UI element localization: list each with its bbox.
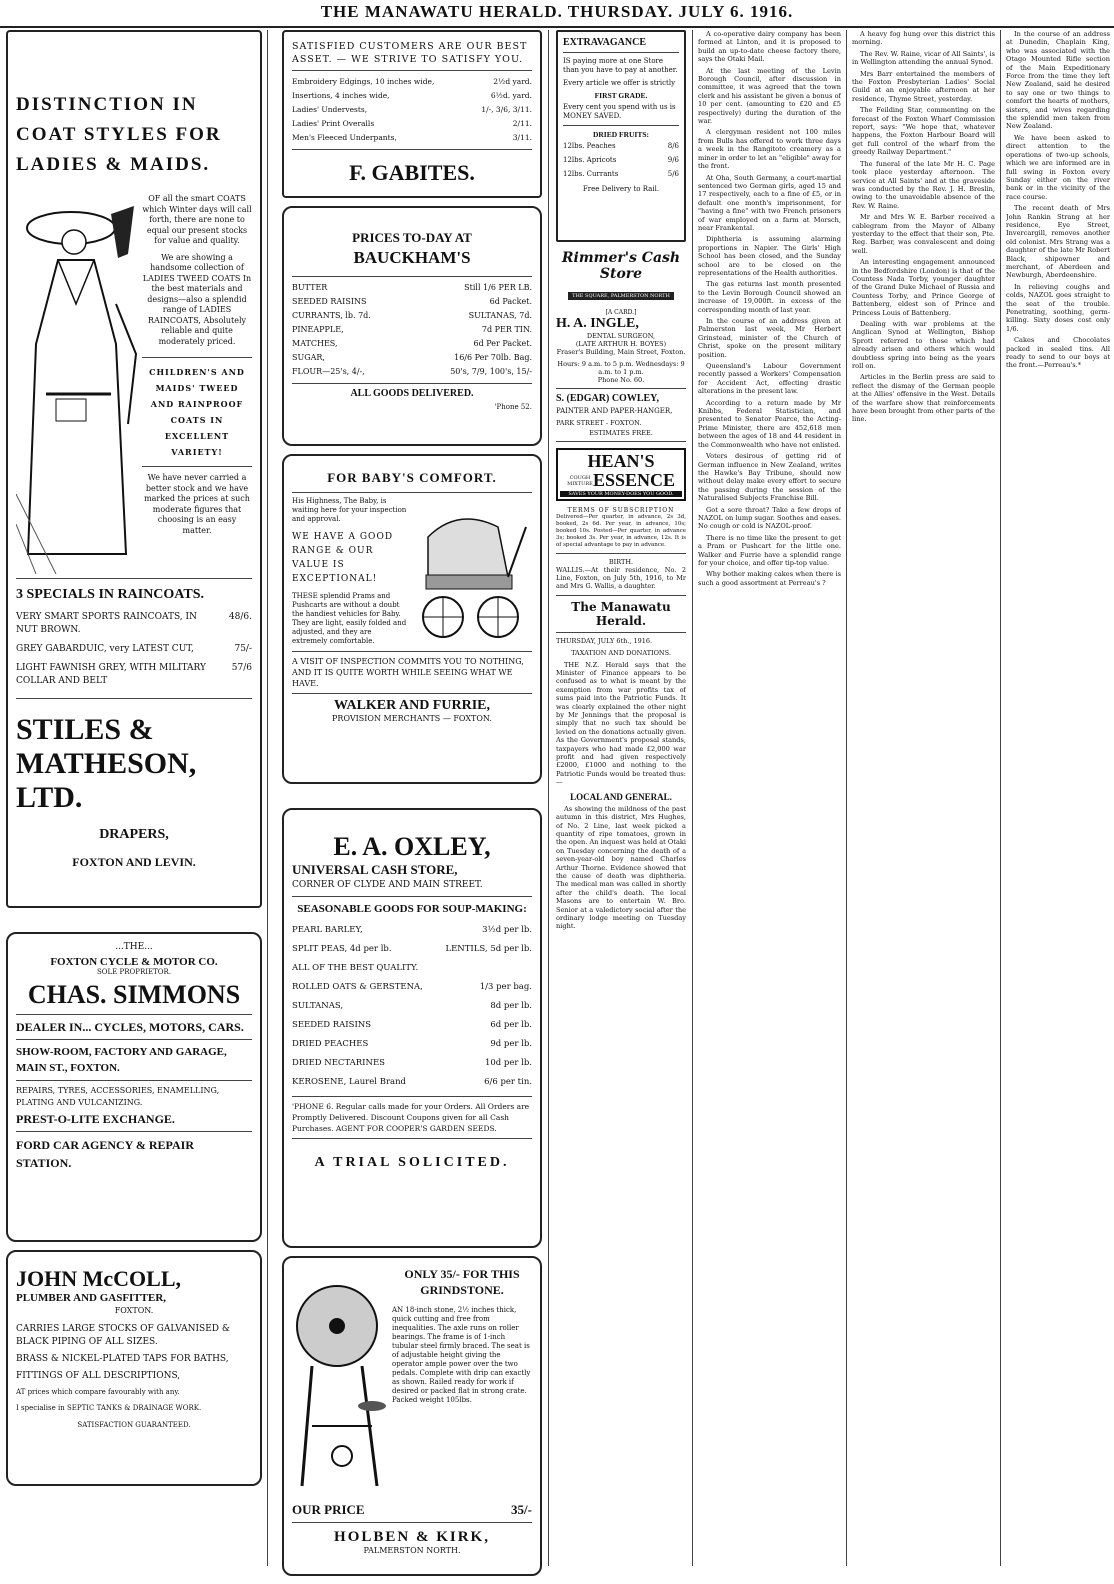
bauckham-ad <box>282 206 542 446</box>
item-label: SEEDED RAISINS <box>292 297 367 306</box>
card-label: [A CARD.] <box>605 309 637 316</box>
item-price: 6½d. yard. <box>490 91 532 100</box>
price-row <box>292 281 532 295</box>
simmons-name: CHAS. SIMMONS <box>27 980 241 1009</box>
mccoll-place: FOXTON. <box>114 1306 154 1315</box>
gabites-ad <box>282 30 542 198</box>
terms-head: TERMS OF SUBSCRIPTION <box>567 507 675 514</box>
bauckham-name: BAUCKHAM'S <box>353 248 471 267</box>
news-item: In relieving coughs and colds, NAZOL goes straight to the seat of the trouble. Penetrating, soothing, germ-killing. Sixty doses cost only 1/6. <box>1006 282 1110 333</box>
item-price: 6d per lb. <box>490 1020 532 1030</box>
heans-name: HEAN'S <box>587 451 655 471</box>
baby-visit: A VISIT OF INSPECTION COMMITS YOU TO NOTHING, AND IT IS QUITE WORTH WHILE SEEING WHAT WE HAVE. <box>292 657 524 688</box>
specials-heading: 3 SPECIALS IN RAINCOATS. <box>16 587 205 602</box>
item-label: 12lbs. Currants <box>563 170 619 178</box>
divider <box>563 125 679 126</box>
divider <box>563 52 679 53</box>
divider <box>292 1138 532 1139</box>
news-item: At the last meeting of the Levin Borough Council, after discussion in committee, it was agreed that the town clerk and his assistant be given a bonus of 10 per cent. (amounting to £20 and £5 respectively) during the duration of the war. <box>698 66 841 126</box>
holben-head: ONLY 35/- FOR THIS GRINDSTONE. <box>404 1267 520 1297</box>
mccoll-prices: AT prices which compare favourably with any. <box>16 1388 180 1396</box>
heans-save: SAVES YOUR MONEY-DOES YOU GOOD. <box>560 491 682 497</box>
divider <box>292 1522 532 1523</box>
baby-head: FOR BABY'S COMFORT. <box>327 470 497 485</box>
news-item: According to a return made by Mr Knibbs, Federal Statistician, and presented to Senator Pearce, the Acting-Prime Minister, there are 452,618 men between the ages of 18 and 44 resident in the Commonwealth who have not enlisted. <box>698 398 841 449</box>
news-item: An interesting engagement announced in the Bedfordshire (London) is that of the Countess Nada Torby, younger daughter of the Grand Duke Michael of Russia and Countess Torby, and Prince George of Battenberg, eldest son of Prince and Princess Louis of Battenberg. <box>852 258 995 317</box>
item-price: 50's, 7/9, 100's, 15/- <box>450 367 532 376</box>
mccoll-name: JOHN McCOLL, <box>16 1266 181 1291</box>
oxley-sub: UNIVERSAL CASH STORE, <box>292 862 458 877</box>
news-item: Queensland's Labour Government recently passed a Workers' Compensation for Accident Act, effecting drastic alterations in the present law. <box>698 362 841 396</box>
divider <box>292 276 532 277</box>
free-delivery: Free Delivery to Rail. <box>582 185 660 193</box>
divider <box>142 357 252 358</box>
column-divider <box>267 30 268 1566</box>
price-row <box>292 978 532 997</box>
holben-place: PALMERSTON NORTH. <box>363 1546 461 1555</box>
divider <box>292 492 532 493</box>
divider <box>556 595 686 596</box>
divider <box>16 1080 252 1081</box>
simmons-the: ...THE... <box>115 942 153 952</box>
price-row <box>292 1035 532 1054</box>
birth-head: BIRTH. <box>608 558 634 566</box>
rimmer-name: Rimmer's Cash Store <box>561 250 681 282</box>
divider <box>142 466 252 467</box>
item-label: DRIED NECTARINES <box>292 1058 386 1068</box>
price-row <box>563 139 679 153</box>
masthead: THE MANAWATU HERALD. THURSDAY. JULY 6. 1916. <box>320 2 794 21</box>
simmons-company: FOXTON CYCLE & MOTOR CO. <box>50 956 218 968</box>
item-label: PINEAPPLE, <box>292 325 344 334</box>
oxley-season: SEASONABLE GOODS FOR SOUP-MAKING: <box>297 903 527 915</box>
item-price: 1/3 per bag. <box>479 982 532 992</box>
mccoll-ad <box>6 1250 262 1486</box>
oxley-trial: A TRIAL SOLICITED. <box>314 1155 510 1170</box>
item-label: CURRANTS, lb. 7d. <box>292 311 371 320</box>
price-row <box>292 117 532 131</box>
item-price: 9d per lb. <box>490 1039 532 1049</box>
item-price: Still 1/6 PER LB. <box>464 283 532 292</box>
divider <box>292 651 532 652</box>
special-row: GREY GABARDUIC, very LATEST CUT, 75/- <box>16 644 252 654</box>
column-4 <box>698 30 841 590</box>
divider <box>16 1014 252 1015</box>
item-price: 8/6 <box>667 142 679 150</box>
simmons-prest: PREST-O-LITE EXCHANGE. <box>16 1112 175 1126</box>
price-row <box>292 959 532 978</box>
item-price: 5/6 <box>667 170 679 178</box>
bauckham-phone: 'Phone 52. <box>494 403 532 411</box>
ingle-late: (LATE ARTHUR H. BOYES) <box>575 340 667 348</box>
ingle-address: Fraser's Building, Main Street, Foxton. <box>556 348 686 356</box>
stiles-trade: DRAPERS, <box>99 827 169 842</box>
price-row <box>292 337 532 351</box>
divider <box>292 896 532 897</box>
stiles-stock-note: We have never carried a better stock and we have marked the prices at such moderate figures that choosing is an easy matter. <box>144 473 250 535</box>
news-item: We have been asked to direct attention to the operations of two-up schools, which we are informed are in full swing in Foxton every Sunday either on the river bank or in the vicinity of the race course. <box>1006 133 1110 201</box>
simmons-sole: SOLE PROPRIETOR. <box>97 968 171 976</box>
item-price: LENTILS, 5d per lb. <box>445 944 532 954</box>
baby-range: WE HAVE A GOOD RANGE & OUR VALUE IS EXCEPTIONAL! <box>292 532 394 584</box>
news-item: Articles in the Berlin press are said to reflect the dismay of the German people at the Allies' offensive in the West. Details of the warfare show that reinforcements have been brought from other parts of the line. <box>852 373 995 424</box>
simmons-dealer: DEALER IN... CYCLES, MOTORS, CARS. <box>16 1020 244 1034</box>
column-divider <box>1000 30 1001 1566</box>
simmons-showroom: SHOW-ROOM, FACTORY AND GARAGE, MAIN ST., FOXTON. <box>16 1046 227 1074</box>
baby-intro: His Highness, The Baby, is waiting here for your inspection and approval. <box>292 497 407 523</box>
walker-furrie-name: WALKER AND FURRIE, <box>334 698 490 713</box>
column-divider <box>692 30 693 1566</box>
column-divider <box>548 30 549 1566</box>
column-2 <box>282 30 542 1584</box>
extravagance-ad <box>556 30 686 242</box>
mccoll-stocks: CARRIES LARGE STOCKS OF GALVANISED & BLACK PIPING OF ALL SIZES. <box>16 1324 230 1347</box>
cowley-trade: PAINTER AND PAPER-HANGER, <box>556 407 673 415</box>
bauckham-head: PRICES TO-DAY AT <box>352 230 472 245</box>
gabites-name: F. GABITES. <box>349 160 475 185</box>
grindstone-illustration <box>292 1266 392 1496</box>
price-row <box>292 103 532 117</box>
news-item: The funeral of the late Mr H. C. Page took place yesterday afternoon. The service at All Saints' and at the graveside was conducted by the Rev. J. H. Breslin, owing to the unavoidable absence of the Rev. W. Raine. <box>852 159 995 210</box>
extravagance-text: IS paying more at one Store than you have to pay at another. <box>563 57 678 74</box>
ingle-hours: Hours: 9 a.m. to 5 p.m. Wednesdays: 9 a.m. to 1 p.m. <box>557 360 685 376</box>
terms-text: Delivered—Per quarter, in advance, 2s 3d, booked, 2s 6d. Per year, in advance, 10s; booked 10s. Posted—Per quarter, in advance 3s; booked 3s. Per year, in advance, 12s. It is of special advantage to pay in advance. <box>556 514 686 548</box>
baby-prams: THESE splendid Prams and Pushcarts are without a doubt the handiest vehicles for Baby. They are light, easily folded and adjusted, and they are extremely comfortable. <box>292 592 407 645</box>
divider <box>16 1039 252 1040</box>
divider <box>556 441 686 442</box>
item-label: MATCHES, <box>292 339 338 348</box>
price-row <box>292 365 532 379</box>
oxley-addr: CORNER OF CLYDE AND MAIN STREET. <box>292 880 483 890</box>
divider <box>556 632 686 633</box>
price-row <box>292 1073 532 1092</box>
stiles-intro: OF all the smart COATS which Winter days will call forth, there are none to equal our present stocks for value and quality. <box>142 194 252 245</box>
ingle-phone: Phone No. 60. <box>597 376 645 384</box>
masthead-rule <box>0 26 1114 28</box>
news-item: The gas returns last month presented to the Levin Borough Council showed an increase of 19,000ft. in excess of the corresponding month of last year. <box>698 280 841 314</box>
lady-figure-icon <box>16 194 142 574</box>
price-row <box>292 309 532 323</box>
item-label: PEARL BARLEY, <box>292 925 363 935</box>
price-row <box>292 323 532 337</box>
pram-illustration <box>408 497 532 647</box>
rimmer-address: THE SQUARE, PALMERSTON NORTH <box>568 292 674 300</box>
price-row <box>292 351 532 365</box>
local-head: LOCAL AND GENERAL. <box>570 791 672 802</box>
mccoll-fittings: FITTINGS OF ALL DESCRIPTIONS, <box>16 1371 181 1381</box>
holben-price: 35/- <box>511 1502 532 1517</box>
divider <box>292 383 532 384</box>
column-divider <box>846 30 847 1566</box>
item-price: 2/11. <box>512 119 532 128</box>
extravagance-saved: Every cent you spend with us is MONEY SAVED. <box>563 103 676 120</box>
news-item: A heavy fog hung over this district this morning. <box>852 30 995 47</box>
mccoll-taps: BRASS & NICKEL-PLATED TAPS FOR BATHS, <box>16 1354 229 1364</box>
price-row <box>563 153 679 167</box>
item-label: Ladies' Print Overalls <box>292 119 375 128</box>
simmons-ad <box>6 932 262 1242</box>
gabites-price-list <box>292 75 532 145</box>
grindstone-icon <box>292 1266 392 1496</box>
walker-furrie-ad <box>282 454 542 784</box>
oxley-ad <box>282 808 542 1248</box>
item-price: SULTANAS, 7d. <box>468 311 532 320</box>
price-row <box>292 295 532 309</box>
cowley-address: PARK STREET - FOXTON. <box>556 419 642 427</box>
holben-our-price: OUR PRICE <box>292 1502 365 1517</box>
news-item: Mr and Mrs W. E. Barber received a cablegram from the Mayor of Albany yesterday to the effect that their son, Pte. Reg. Barber, was convalescent and doing well. <box>852 213 995 255</box>
item-label: 12lbs. Apricots <box>563 156 617 164</box>
news-item: In the course of an address given at Palmerston last week, Mr Herbert Grinstead, minister of the Church of Christ, spoke on the present military position. <box>698 317 841 359</box>
oxley-price-list <box>292 921 532 1092</box>
heans-essence: ESSENCE <box>592 470 676 490</box>
walker-furrie-trade: PROVISION MERCHANTS — FOXTON. <box>332 714 492 723</box>
item-label: Insertions, 4 inches wide, <box>292 91 390 100</box>
news-item: A co-operative dairy company has been formed at Linton, and it is proposed to build an up-to-date cheese factory there, says the Otaki Mail. <box>698 30 841 64</box>
extravagance-strictly: Every article we offer is strictly <box>563 79 676 87</box>
news-item: Mrs Barr entertained the members of the Foxton Presbyterian Ladies' Social Guild at an enjoyable afternoon at her residence, Thyme Street, yesterday. <box>852 69 995 103</box>
stiles-place: FOXTON AND LEVIN. <box>72 855 196 869</box>
news-item: The Feilding Star, commenting on the forecast of the Foxton Wharf Commission report, says: "We hope that, whatever happens, the Foxton Harbour Board will get full control of the wharf from the greedy Railway Department." <box>852 106 995 157</box>
divider <box>292 1096 532 1097</box>
news-item: Dealing with war problems at the Anglican Synod at Wellington, Bishop Sprott referred to those which had already arisen and others which would doubtless spring into being as the years roll on. <box>852 320 995 371</box>
item-label: DRIED PEACHES <box>292 1039 369 1049</box>
divider <box>292 693 532 694</box>
item-price: 2½d yard. <box>493 77 532 86</box>
stiles-firm-name: STILES & MATHESON, LTD. <box>16 713 197 814</box>
holben-description: AN 18-inch stone, 2½ inches thick, quick cutting and free from inequalities. The axle runs on roller bearings. The frame is of 1-inch tubular steel firmly braced. The seat is of adjustable height giving the operator ample power over the two pedals. Complete with drip can exactly as shown. Railed ready for work if desired or packed flat in strong crate. Packed weight 105lbs. <box>392 1306 531 1404</box>
item-label: ROLLED OATS & GERSTENA, <box>292 982 423 992</box>
item-label: BUTTER <box>292 283 328 292</box>
dried-fruits-head: DRIED FRUITS: <box>592 130 650 139</box>
stiles-matheson-ad <box>6 30 262 908</box>
simmons-repairs: REPAIRS, TYRES, ACCESSORIES, ENAMELLING, PLATING AND VULCANIZING. <box>16 1086 220 1107</box>
mccoll-septic: I specialise in SEPTIC TANKS & DRAINAGE WORK. <box>16 1404 202 1412</box>
divider <box>292 149 532 150</box>
price-row <box>292 75 532 89</box>
item-label: SULTANAS, <box>292 1001 344 1011</box>
extravagance-grade: FIRST GRADE. <box>594 91 648 100</box>
gabites-headline: SATISFIED CUSTOMERS ARE OUR BEST ASSET. — WE STRIVE TO SATISFY YOU. <box>292 41 528 65</box>
item-label: Men's Fleeced Underpants, <box>292 133 397 142</box>
item-label: Ladies' Undervests, <box>292 105 368 114</box>
price-row <box>292 131 532 145</box>
price-row <box>292 940 532 959</box>
pram-icon <box>408 497 532 647</box>
column-1 <box>6 30 262 1494</box>
tax-head: TAXATION AND DONATIONS. <box>571 648 671 657</box>
column-3 <box>556 30 686 934</box>
heans-cough: COUGH MIXTURE <box>567 474 593 487</box>
item-price: 16/6 Per 70lb. Bag. <box>454 353 532 362</box>
item-price: 7d PER TIN. <box>481 325 532 334</box>
mccoll-trade: PLUMBER AND GASFITTER, <box>16 1292 167 1304</box>
special-row: LIGHT FAWNISH GREY, WITH MILITARY COLLAR AND BELT 57/6 <box>16 663 252 686</box>
column-5 <box>852 30 995 427</box>
item-price: 6d Per Packet. <box>473 339 532 348</box>
heans-essence-ad <box>556 448 686 501</box>
stiles-childrens: CHILDREN'S AND MAIDS' TWEED AND RAINPROOF COATS IN EXCELLENT VARIETY! <box>149 367 245 457</box>
stiles-headline: DISTINCTION IN COAT STYLES FOR LADIES & MAIDS. <box>16 94 222 175</box>
rimmer-logo <box>556 250 686 301</box>
holben-kirk-ad <box>282 1256 542 1576</box>
divider <box>16 698 252 699</box>
item-price: 8d per lb. <box>490 1001 532 1011</box>
column-6 <box>1006 30 1110 373</box>
herald-date: THURSDAY, JULY 6th., 1916. <box>556 636 653 645</box>
news-item: Cakes and Chocolates packed in sealed tins. All ready to send to our boys at the front.—Perreau's.* <box>1006 336 1110 370</box>
item-label: SEEDED RAISINS <box>292 1020 372 1030</box>
news-item: A clergyman resident not 100 miles from Bulls has offered to work three days a week in the Rangitoto creamery as a miner in order to let an "eligible" away for the front. <box>698 128 841 171</box>
news-item: There is no time like the present to get a Pram or Pushcart for the little one. Walker and Furrie have a splendid range for your choice, and offer tip-top value. <box>698 533 841 567</box>
dried-fruits-list <box>563 139 679 181</box>
item-label: SPLIT PEAS, 4d per lb. <box>292 944 392 954</box>
herald-title: The Manawatu Herald. <box>571 599 671 628</box>
oxley-phone: 'PHONE 6. Regular calls made for your Orders. All Orders are Promptly Delivered. Discount Coupons given for all Cash Purchases. AGENT FOR COOPER'S GARDEN SEEDS. <box>292 1102 530 1133</box>
news-item: Voters desirous of getting rid of German influence in New Zealand, writes the Hawke's Bay Tribune, should now without delay make every effort to secure the passing during the session of the Naturalised Subjects Franchise Bill. <box>698 452 841 503</box>
birth-text: WALLIS.—At their residence, No. 2 Line, Foxton, on July 5th, 1916, to Mr and Mrs G. Wallis, a daughter. <box>556 566 686 591</box>
cowley-name: S. (EDGAR) COWLEY, <box>556 393 659 404</box>
news-item: The recent death of Mrs John Rankin Strang at her residence, Eye Street, Invercargill, removes another old colonist. Mrs Strang was a daughter of the late Mr Robert Black, shipowner and merchant, of Aberdeen and Newburgh, Aberdeenshire. <box>1006 204 1110 280</box>
news-item: At Oha, South Germany, a court-martial sentenced two German girls, aged 15 and 17 respectively, each to a fine of £5, or in default one month's imprisonment, for "having a fine" with two French prisoners of war employed on a farm at Morsch, near Frankental. <box>698 173 841 232</box>
item-price: 10d per lb. <box>484 1058 532 1068</box>
stiles-collection: We are showing a handsome collection of LADIES TWEED COATS In the best materials and designs—also a splendid range of LADIES RAINCOATS, Absolutely reliable and quite moderately priced. <box>142 252 252 346</box>
price-row <box>292 1016 532 1035</box>
oxley-name: E. A. OXLEY, <box>333 832 491 861</box>
local-text: As showing the mildness of the past autumn in this district, Mrs Hughes, of No. 2 Line, last week picked a quantity of ripe tomatoes, grown in the open. An inquest was held at Otaki on Tuesday concerning the death of a seven-year-old boy named Charles Arthur Thorne. Evidence showed that the cause of death was diphtheria. The medical man was called in shortly after the child's death. The local Masons are to entertain W. Bro. Senior at a valedictory social after the ordinary lodge meeting on Tuesday night. <box>556 804 686 931</box>
item-label: 12lbs. Peaches <box>563 142 616 150</box>
item-label: SUGAR, <box>292 353 325 362</box>
news-item: In the course of an address at Dunedin, Chaplain King, who was associated with the Otago Mounted Rifle section of the Main Expeditionary Force from the time they left New Zealand, said he desired to say one or two things to comfort the hearts of mothers, sisters, and wives regarding the splendid men taken from New Zealand. <box>1006 30 1110 131</box>
news-item: Diphtheria is assuming alarming proportions in Napier. The Girls' High School has been closed, and the Sunday school are to be closed on the representations of the Health authorities. <box>698 235 841 277</box>
tax-text: THE N.Z. Herald says that the Minister of Finance appears to be confused as to what is meant by the exemption from war profits tax of sums paid into the Patriotic Funds. It was clearly explained the other night by Mr Jennings that the proposal is simply that no such tax should be levied on the donations actually given. As the Government's proposal stands, taxpayers who had made £2,000 war profit and had given respectively £2000, £1000 and nothing to the Patriotic Funds would be treated thus:— <box>556 660 686 787</box>
item-label: FLOUR—25's, 4/-, <box>292 367 365 376</box>
item-label: KEROSENE, Laurel Brand <box>292 1077 406 1087</box>
price-row <box>292 921 532 940</box>
divider <box>556 388 686 389</box>
item-price: 6d Packet. <box>489 297 532 306</box>
news-item: The Rev. W. Raine, vicar of All Saints', is in Wellington attending the annual Synod. <box>852 49 995 67</box>
item-price: 6/6 per tin. <box>484 1077 532 1087</box>
special-row: VERY SMART SPORTS RAINCOATS, IN NUT BROWN. 48/6. <box>16 612 252 635</box>
ingle-trade: DENTAL SURGEON, <box>586 332 656 340</box>
item-label: ALL OF THE BEST QUALITY. <box>292 963 419 973</box>
ingle-name: H. A. INGLE, <box>556 316 639 331</box>
item-label: Embroidery Edgings, 10 inches wide, <box>292 77 435 86</box>
holben-name: HOLBEN & KIRK, <box>334 1529 490 1545</box>
item-price: 1/-, 3/6, 3/11. <box>481 105 532 114</box>
item-price: 3/11. <box>512 133 532 142</box>
divider <box>292 70 532 71</box>
extravagance-head: EXTRAVAGANCE <box>563 37 646 48</box>
mccoll-guarantee: SATISFACTION GUARANTEED. <box>77 1421 191 1429</box>
price-row <box>292 1054 532 1073</box>
news-item: Got a sore throat? Take a few drops of NAZOL on lump sugar. Soothes and eases. No cough or cold is NAZOL-proof. <box>698 505 841 531</box>
simmons-ford: FORD CAR AGENCY & REPAIR STATION. <box>16 1138 194 1170</box>
price-row <box>292 89 532 103</box>
bauckham-delivered: ALL GOODS DELIVERED. <box>350 388 474 399</box>
divider <box>16 578 252 579</box>
bauckham-price-list <box>292 281 532 379</box>
lady-coat-illustration <box>16 194 142 574</box>
item-price: 9/6 <box>667 156 679 164</box>
divider <box>556 553 686 554</box>
price-row <box>292 997 532 1016</box>
cowley-estimates: ESTIMATES FREE. <box>589 429 653 437</box>
divider <box>16 1131 252 1132</box>
news-item: Why bother making cakes when there is such a good assortment at Perreau's ? <box>698 570 841 587</box>
item-price: 3½d per lb. <box>482 925 532 935</box>
price-row <box>563 167 679 181</box>
